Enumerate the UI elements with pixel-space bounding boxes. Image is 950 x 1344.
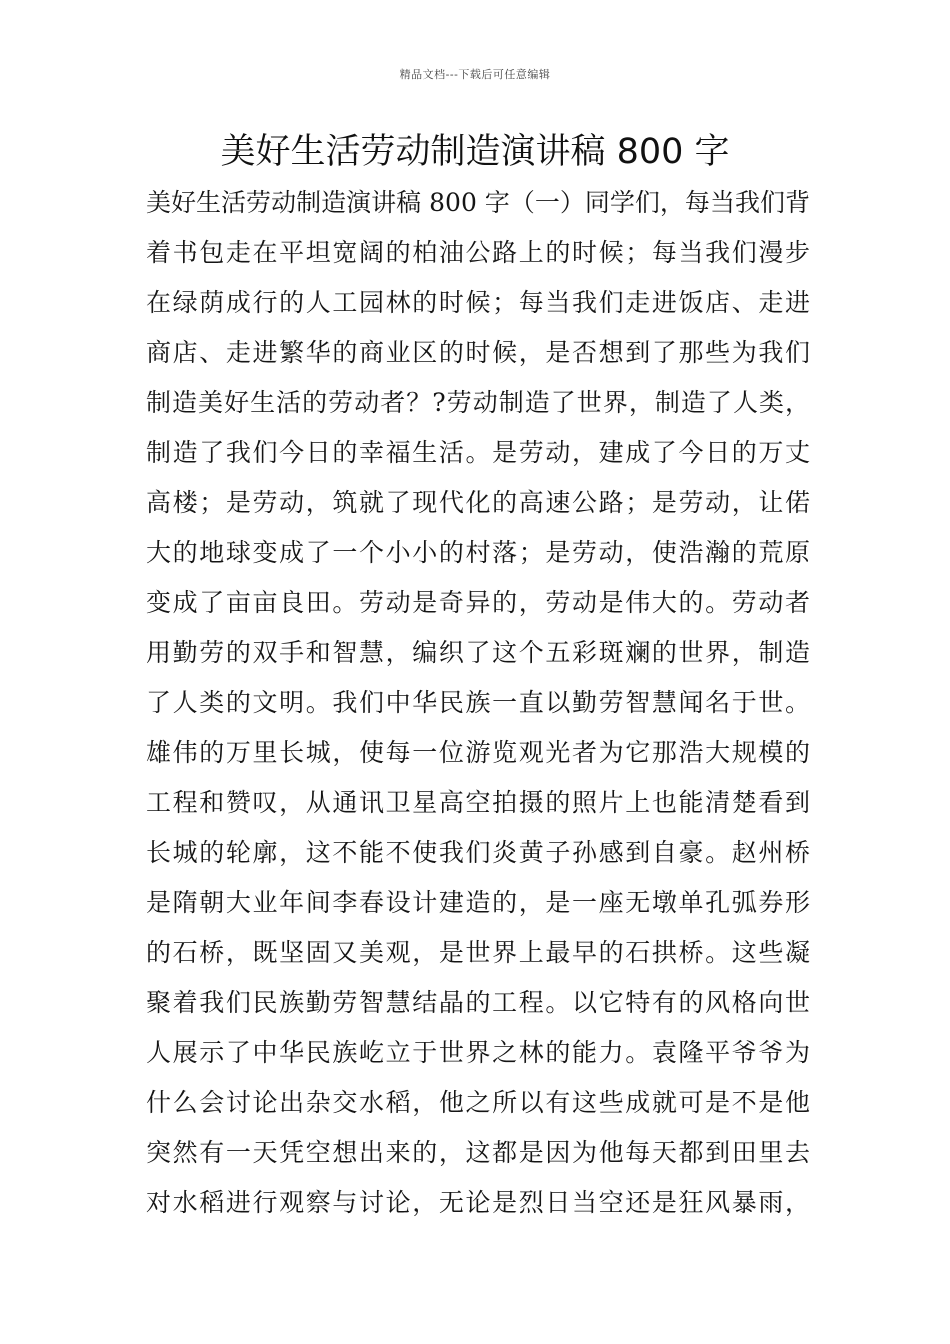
body-line: 变成了亩亩良田。劳动是奇异的，劳动是伟大的。劳动者 (146, 588, 810, 617)
body-line: 着书包走在平坦宽阔的柏油公路上的时候；每当我们漫步 (146, 238, 810, 267)
document-title: 美好生活劳动制造演讲稿 800 字 (220, 132, 730, 172)
body-line: 对水稻进行观察与讨论，无论是烈日当空还是狂风暴雨， (146, 1188, 810, 1217)
body-line: 人展示了中华民族屹立于世界之林的能力。袁隆平爷爷为 (146, 1038, 810, 1067)
body-line: 用勤劳的双手和智慧，编织了这个五彩斑斓的世界，制造 (146, 638, 810, 667)
body-line: 制造了我们今日的幸福生活。是劳动，建成了今日的万丈 (146, 438, 810, 467)
body-line: 长城的轮廓，这不能不使我们炎黄子孙感到自豪。赵州桥 (146, 838, 810, 867)
body-line: 什么会讨论出杂交水稻，他之所以有这些成就可是不是他 (146, 1088, 810, 1117)
header-note: 精品文档---下载后可任意编辑 (399, 68, 551, 81)
body-line: 商店、走进繁华的商业区的时候，是否想到了那些为我们 (146, 338, 810, 367)
body-line: 聚着我们民族勤劳智慧结晶的工程。以它特有的风格向世 (146, 988, 810, 1017)
document-body (146, 178, 810, 1228)
body-line: 工程和赞叹，从通讯卫星高空拍摄的照片上也能清楚看到 (146, 788, 810, 817)
body-line: 美好生活劳动制造演讲稿 800 字（一）同学们，每当我们背 (146, 188, 810, 217)
body-line: 大的地球变成了一个小小的村落；是劳动，使浩瀚的荒原 (146, 538, 810, 567)
body-line: 突然有一天凭空想出来的，这都是因为他每天都到田里去 (146, 1138, 810, 1167)
body-line: 制造美好生活的劳动者？?劳动制造了世界，制造了人类， (146, 388, 810, 417)
body-line: 在绿荫成行的人工园林的时候；每当我们走进饭店、走进 (146, 288, 810, 317)
body-line: 是隋朝大业年间李春设计建造的，是一座无墩单孔弧券形 (146, 888, 810, 917)
body-line: 雄伟的万里长城，使每一位游览观光者为它那浩大规模的 (146, 738, 810, 767)
body-line: 高楼；是劳动，筑就了现代化的高速公路；是劳动，让偌 (146, 488, 810, 517)
body-line: 的石桥，既坚固又美观，是世界上最早的石拱桥。这些凝 (146, 938, 810, 967)
body-line: 了人类的文明。我们中华民族一直以勤劳智慧闻名于世。 (146, 688, 810, 717)
